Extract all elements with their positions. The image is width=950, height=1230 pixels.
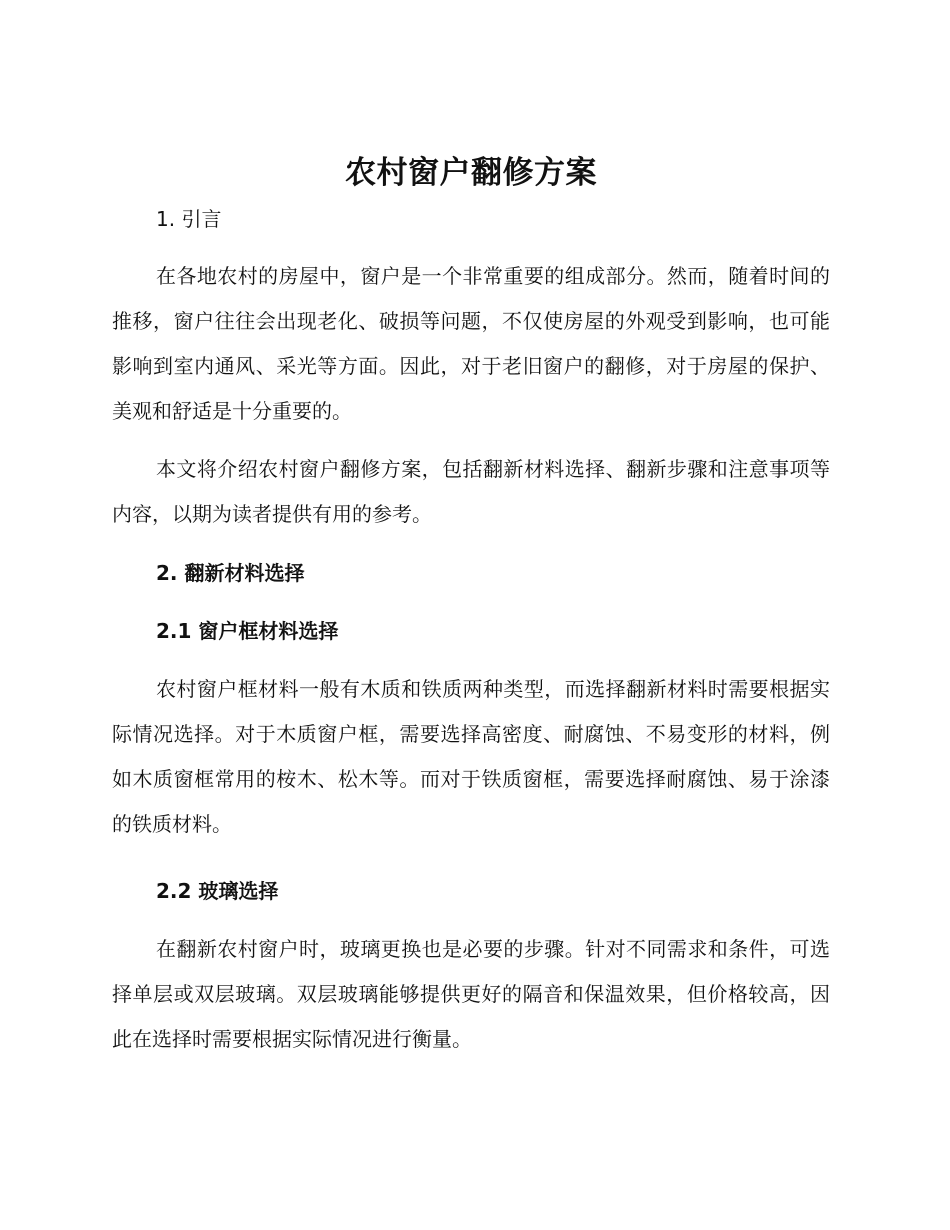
paragraph-intro-1: 在各地农村的房屋中，窗户是一个非常重要的组成部分。然而，随着时间的推移，窗户往往会出现老化、破损等问题，不仅使房屋的外观受到影响，也可能影响到室内通风、采光等方面。因此，对于老旧窗户的翻修，对于房屋的保护、美观和舒适是十分重要的。	[112, 264, 830, 423]
paragraph-intro-2: 本文将介绍农村窗户翻修方案，包括翻新材料选择、翻新步骤和注意事项等内容，以期为读者提供有用的参考。	[112, 457, 830, 526]
subsection-heading-glass: 2.2 玻璃选择	[156, 879, 279, 903]
subsection-heading-frame: 2.1 窗户框材料选择	[156, 619, 339, 643]
paragraph-frame: 农村窗户框材料一般有木质和铁质两种类型，而选择翻新材料时需要根据实际情况选择。对于木质窗户框，需要选择高密度、耐腐蚀、不易变形的材料，例如木质窗框常用的桉木、松木等。而对于铁质窗框，需要选择耐腐蚀、易于涂漆的铁质材料。	[112, 677, 830, 836]
section-heading-materials: 2. 翻新材料选择	[156, 561, 305, 585]
paragraph-glass: 在翻新农村窗户时，玻璃更换也是必要的步骤。针对不同需求和条件，可选择单层或双层玻璃。双层玻璃能够提供更好的隔音和保温效果，但价格较高，因此在选择时需要根据实际情况进行衡量。	[112, 937, 830, 1051]
document-page	[112, 150, 830, 1062]
page-title: 农村窗户翻修方案	[345, 155, 597, 191]
section-heading-intro: 1. 引言	[156, 207, 222, 231]
